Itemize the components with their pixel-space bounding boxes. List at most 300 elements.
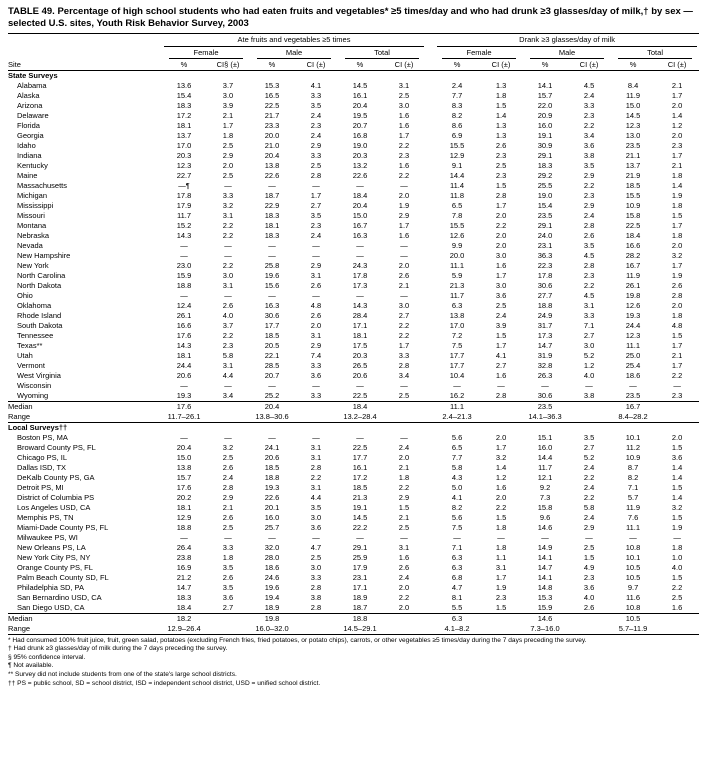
ci-value: 2.6 bbox=[398, 562, 410, 572]
percent-value: 22.5 bbox=[352, 442, 368, 452]
ci-value: 2.2 bbox=[398, 170, 410, 180]
ci-value: 2.9 bbox=[310, 340, 322, 350]
percent-value: 23.5 bbox=[625, 390, 641, 400]
percent-value: 15.8 bbox=[537, 502, 553, 512]
site-name: Miami-Dade County PS, FL bbox=[17, 522, 109, 532]
percent-value: 20.7 bbox=[352, 120, 368, 130]
percent-value: 22.6 bbox=[264, 492, 280, 502]
percent-value: 6.3 bbox=[451, 562, 463, 572]
percent-value: 17.7 bbox=[449, 360, 465, 370]
ci-value: 1.8 bbox=[222, 130, 234, 140]
site-name: New Orleans PS, LA bbox=[17, 542, 86, 552]
percent-value: — bbox=[356, 250, 364, 260]
ci-value: 2.8 bbox=[310, 170, 322, 180]
ci-header: CI (±) bbox=[655, 59, 699, 71]
percent-value: 15.4 bbox=[537, 200, 553, 210]
percent-value: 14.5 bbox=[352, 512, 368, 522]
pct-header: % bbox=[250, 59, 294, 71]
ci-value: 1.6 bbox=[671, 602, 683, 612]
ci-value: — bbox=[497, 532, 505, 542]
table-row bbox=[8, 433, 699, 443]
ci-value: 3.8 bbox=[583, 390, 595, 400]
section-row bbox=[8, 70, 699, 81]
percent-value: 21.0 bbox=[264, 140, 280, 150]
site-name: Broward County PS, FL bbox=[17, 442, 96, 452]
percent-value: 14.1 bbox=[537, 552, 553, 562]
percent-value: 8.3 bbox=[451, 100, 463, 110]
table-row bbox=[8, 381, 699, 391]
section-label: Local Surveys†† bbox=[8, 422, 699, 433]
ci-value: 2.8 bbox=[495, 390, 507, 400]
percent-value: 11.8 bbox=[450, 190, 465, 200]
ci-value: 1.6 bbox=[398, 120, 410, 130]
ci-value: — bbox=[400, 290, 408, 300]
percent-value: 18.6 bbox=[264, 562, 280, 572]
ci-value: 1.4 bbox=[671, 492, 683, 502]
percent-value: 13.7 bbox=[176, 130, 192, 140]
ci-value: 2.0 bbox=[222, 160, 234, 170]
table-row bbox=[8, 101, 699, 111]
site-name: Alaska bbox=[17, 90, 40, 100]
percent-value: 26.5 bbox=[352, 360, 368, 370]
percent-value: 18.8 bbox=[264, 472, 280, 482]
percent-value: 12.6 bbox=[625, 300, 641, 310]
table-row bbox=[8, 503, 699, 513]
ci-header: CI (±) bbox=[294, 59, 338, 71]
percent-value: 5.6 bbox=[451, 512, 463, 522]
empty-cell bbox=[567, 401, 611, 412]
empty-cell bbox=[206, 412, 250, 423]
percent-value: 18.7 bbox=[264, 190, 280, 200]
site-name: San Diego USD, CA bbox=[17, 602, 85, 612]
percent-value: 20.0 bbox=[264, 130, 280, 140]
percent-value: 23.1 bbox=[537, 240, 553, 250]
ci-value: 1.8 bbox=[671, 170, 683, 180]
percent-value: 26.4 bbox=[176, 542, 192, 552]
percent-value: 14.7 bbox=[537, 562, 553, 572]
empty-cell bbox=[206, 624, 250, 635]
ci-value: 5.8 bbox=[222, 350, 234, 360]
summary-label: Median bbox=[8, 401, 162, 412]
ci-value: 2.6 bbox=[222, 300, 234, 310]
table-row bbox=[8, 171, 699, 181]
site-name: Idaho bbox=[17, 140, 36, 150]
percent-value: 14.4 bbox=[449, 170, 465, 180]
empty-cell bbox=[567, 613, 611, 624]
column-gap bbox=[426, 391, 435, 402]
ci-value: 2.0 bbox=[398, 190, 410, 200]
ci-value: 2.8 bbox=[495, 190, 507, 200]
percent-value: 14.7 bbox=[537, 340, 553, 350]
ci-value: 2.4 bbox=[583, 512, 595, 522]
percent-value: 15.5 bbox=[449, 220, 465, 230]
percent-value: 30.9 bbox=[537, 140, 553, 150]
percent-value: 15.0 bbox=[176, 452, 192, 462]
percent-value: 18.9 bbox=[352, 592, 368, 602]
empty-cell bbox=[479, 412, 523, 423]
percent-value: 7.7 bbox=[451, 90, 463, 100]
ci-value: 1.3 bbox=[495, 120, 507, 130]
percent-value: 19.3 bbox=[264, 482, 280, 492]
ci-value: 3.0 bbox=[495, 280, 507, 290]
ci-value: 1.3 bbox=[495, 80, 507, 90]
ci-value: 3.3 bbox=[583, 100, 595, 110]
ci-value: 2.0 bbox=[398, 452, 410, 462]
percent-value: 26.1 bbox=[625, 280, 641, 290]
ci-value: 1.6 bbox=[398, 552, 410, 562]
column-gap bbox=[426, 463, 435, 473]
percent-value: 24.4 bbox=[625, 320, 641, 330]
percent-value: 18.5 bbox=[264, 330, 280, 340]
ci-value: 2.2 bbox=[222, 330, 234, 340]
summary-label: Range bbox=[8, 411, 31, 421]
site-name: Florida bbox=[17, 120, 40, 130]
section-label: State Surveys bbox=[8, 70, 699, 81]
percent-value: 15.4 bbox=[176, 90, 192, 100]
ci-value: 3.4 bbox=[583, 130, 595, 140]
percent-value: 16.2 bbox=[449, 390, 465, 400]
percent-value: 20.5 bbox=[264, 340, 280, 350]
ci-value: 2.0 bbox=[495, 230, 507, 240]
ci-value: 3.8 bbox=[583, 150, 595, 160]
ci-value: 2.2 bbox=[583, 280, 595, 290]
percent-value: — bbox=[268, 432, 276, 442]
ci-value: 1.4 bbox=[671, 472, 683, 482]
percent-value: 32.0 bbox=[264, 542, 280, 552]
column-gap bbox=[426, 341, 435, 351]
ci-value: 2.3 bbox=[495, 150, 507, 160]
ci-value: 2.1 bbox=[671, 350, 683, 360]
percent-value: 16.3 bbox=[352, 230, 368, 240]
summary-value: 17.6 bbox=[162, 401, 206, 412]
ci-value: 3.6 bbox=[310, 370, 322, 380]
percent-value: 23.1 bbox=[352, 572, 368, 582]
sex-header-male: Male bbox=[257, 47, 331, 59]
percent-value: 18.1 bbox=[352, 330, 368, 340]
site-name: San Bernardino USD, CA bbox=[17, 592, 102, 602]
ci-value: 3.1 bbox=[310, 482, 322, 492]
column-gap bbox=[426, 371, 435, 381]
ci-value: 2.4 bbox=[583, 482, 595, 492]
ci-value: 2.9 bbox=[310, 260, 322, 270]
table-row bbox=[8, 91, 699, 101]
percent-value: 21.7 bbox=[264, 110, 280, 120]
ci-value: 2.5 bbox=[222, 452, 234, 462]
ci-value: — bbox=[400, 532, 408, 542]
percent-value: 9.9 bbox=[451, 240, 463, 250]
percent-value: 14.6 bbox=[537, 522, 553, 532]
ci-value: 1.5 bbox=[671, 572, 683, 582]
percent-value: 29.2 bbox=[537, 170, 553, 180]
ci-value: 2.5 bbox=[222, 170, 234, 180]
percent-value: — bbox=[541, 380, 549, 390]
percent-value: 13.7 bbox=[625, 160, 641, 170]
column-gap bbox=[426, 613, 435, 624]
ci-value: 1.9 bbox=[671, 190, 683, 200]
ci-value: 3.3 bbox=[310, 360, 322, 370]
ci-value: 1.7 bbox=[398, 130, 410, 140]
summary-value: 2.4–21.3 bbox=[442, 411, 472, 421]
ci-value: 3.3 bbox=[310, 390, 322, 400]
ci-value: 3.1 bbox=[398, 542, 410, 552]
percent-value: 30.6 bbox=[264, 310, 280, 320]
percent-value: 16.3 bbox=[264, 300, 280, 310]
percent-value: 7.5 bbox=[451, 340, 463, 350]
ci-value: 2.6 bbox=[398, 270, 410, 280]
ci-value: 2.5 bbox=[671, 592, 683, 602]
percent-value: 10.5 bbox=[625, 562, 641, 572]
ci-value: — bbox=[224, 240, 232, 250]
percent-value: 10.4 bbox=[449, 370, 465, 380]
ci-value: 1.6 bbox=[398, 110, 410, 120]
percent-value: 18.5 bbox=[352, 482, 368, 492]
table-row bbox=[8, 371, 699, 381]
percent-value: 5.6 bbox=[451, 432, 463, 442]
percent-value: 14.5 bbox=[625, 110, 641, 120]
percent-value: 15.9 bbox=[537, 602, 553, 612]
percent-value: 21.3 bbox=[352, 492, 368, 502]
table-row bbox=[8, 261, 699, 271]
percent-value: 19.6 bbox=[264, 270, 280, 280]
summary-value: 13.8–30.6 bbox=[255, 411, 289, 421]
column-gap bbox=[426, 261, 435, 271]
percent-value: 18.1 bbox=[176, 120, 192, 130]
percent-value: 19.3 bbox=[625, 310, 641, 320]
site-name: Dallas ISD, TX bbox=[17, 462, 67, 472]
percent-value: 18.3 bbox=[264, 230, 280, 240]
percent-value: 23.5 bbox=[537, 210, 553, 220]
percent-value: 15.0 bbox=[625, 100, 641, 110]
site-name: Delaware bbox=[17, 110, 49, 120]
ci-value: — bbox=[312, 250, 320, 260]
percent-value: 9.6 bbox=[539, 512, 551, 522]
percent-value: — bbox=[180, 240, 188, 250]
ci-value: 5.8 bbox=[583, 502, 595, 512]
ci-value: 2.5 bbox=[495, 300, 507, 310]
ci-value: 2.3 bbox=[671, 390, 683, 400]
ci-value: 2.5 bbox=[310, 552, 322, 562]
table-body bbox=[8, 70, 699, 634]
percent-value: — bbox=[356, 240, 364, 250]
percent-value: 20.0 bbox=[449, 250, 465, 260]
summary-value: 11.1 bbox=[435, 401, 479, 412]
percent-value: 19.1 bbox=[352, 502, 368, 512]
column-gap bbox=[426, 211, 435, 221]
ci-value: 3.0 bbox=[222, 270, 234, 280]
table-row bbox=[8, 131, 699, 141]
ci-value: 1.2 bbox=[671, 120, 683, 130]
ci-value: 3.6 bbox=[583, 582, 595, 592]
percent-value: 18.5 bbox=[264, 462, 280, 472]
ci-value: 2.6 bbox=[222, 572, 234, 582]
ci-value: 1.5 bbox=[583, 552, 595, 562]
site-name: DeKalb County PS, GA bbox=[17, 472, 95, 482]
ci-value: 1.2 bbox=[495, 472, 507, 482]
column-header-row bbox=[8, 59, 699, 71]
percent-value: 20.3 bbox=[352, 150, 368, 160]
column-gap bbox=[426, 513, 435, 523]
column-gap bbox=[426, 271, 435, 281]
ci-value: 2.2 bbox=[495, 220, 507, 230]
percent-value: — bbox=[268, 380, 276, 390]
summary-value: 16.0–32.0 bbox=[255, 623, 289, 633]
percent-value: 11.7 bbox=[176, 210, 192, 220]
column-gap bbox=[426, 331, 435, 341]
percent-value: 11.9 bbox=[626, 270, 641, 280]
ci-value: — bbox=[312, 240, 320, 250]
percent-value: 14.1 bbox=[537, 572, 553, 582]
percent-value: 23.5 bbox=[625, 140, 641, 150]
percent-value: 9.7 bbox=[627, 582, 639, 592]
summary-value: 13.2–28.4 bbox=[343, 411, 377, 421]
ci-value: — bbox=[312, 432, 320, 442]
percent-value: 21.9 bbox=[625, 170, 641, 180]
summary-value: 14.6 bbox=[523, 613, 567, 624]
site-name: New York City PS, NY bbox=[17, 552, 91, 562]
percent-value: 27.7 bbox=[537, 290, 553, 300]
table-row bbox=[8, 513, 699, 523]
ci-value: — bbox=[224, 532, 232, 542]
site-name: Nebraska bbox=[17, 230, 50, 240]
column-gap bbox=[426, 361, 435, 371]
empty-cell bbox=[294, 613, 338, 624]
ci-value: 2.5 bbox=[583, 542, 595, 552]
percent-value: — bbox=[629, 532, 637, 542]
ci-value: 2.0 bbox=[495, 432, 507, 442]
ci-value: — bbox=[497, 380, 505, 390]
ci-value: 2.2 bbox=[222, 230, 234, 240]
percent-value: 11.7 bbox=[538, 462, 553, 472]
percent-value: 20.4 bbox=[352, 200, 368, 210]
ci-value: 3.1 bbox=[222, 210, 234, 220]
percent-value: 18.3 bbox=[537, 160, 553, 170]
column-gap bbox=[426, 221, 435, 231]
percent-value: 17.6 bbox=[176, 482, 192, 492]
table-row bbox=[8, 331, 699, 341]
column-gap bbox=[426, 181, 435, 191]
column-gap bbox=[426, 543, 435, 553]
column-gap bbox=[426, 81, 435, 91]
ci-value: 4.8 bbox=[671, 320, 683, 330]
ci-value: 1.8 bbox=[495, 542, 507, 552]
percent-value: 23.3 bbox=[264, 120, 280, 130]
ci-value: 3.9 bbox=[495, 320, 507, 330]
percent-value: — bbox=[268, 290, 276, 300]
percent-value: 12.3 bbox=[625, 120, 641, 130]
ci-value: 3.3 bbox=[398, 350, 410, 360]
site-name: Georgia bbox=[17, 130, 44, 140]
ci-value: 2.8 bbox=[222, 482, 234, 492]
percent-value: 5.7 bbox=[627, 492, 639, 502]
percent-value: 17.8 bbox=[537, 270, 553, 280]
column-gap bbox=[426, 473, 435, 483]
column-gap bbox=[426, 241, 435, 251]
ci-value: 2.4 bbox=[583, 90, 595, 100]
ci-value: 2.9 bbox=[583, 170, 595, 180]
ci-value: 2.2 bbox=[583, 492, 595, 502]
ci-value: 3.1 bbox=[398, 80, 410, 90]
percent-value: — bbox=[629, 380, 637, 390]
ci-value: 2.3 bbox=[671, 140, 683, 150]
percent-value: 11.4 bbox=[450, 180, 465, 190]
percent-value: 7.3 bbox=[539, 492, 551, 502]
percent-value: 16.6 bbox=[625, 240, 641, 250]
percent-value: 20.4 bbox=[264, 150, 280, 160]
percent-value: 17.6 bbox=[176, 330, 192, 340]
summary-value: 18.4 bbox=[338, 401, 382, 412]
percent-value: 11.9 bbox=[626, 502, 641, 512]
ci-value: 3.1 bbox=[310, 442, 322, 452]
percent-value: 18.1 bbox=[264, 220, 280, 230]
ci-value: 3.0 bbox=[583, 340, 595, 350]
percent-value: 12.3 bbox=[176, 160, 192, 170]
percent-value: 20.3 bbox=[352, 350, 368, 360]
table-row bbox=[8, 523, 699, 533]
percent-value: 30.6 bbox=[537, 280, 553, 290]
percent-value: 14.3 bbox=[176, 340, 192, 350]
percent-value: 22.6 bbox=[352, 170, 368, 180]
ci-value: 1.8 bbox=[671, 542, 683, 552]
ci-value: — bbox=[224, 180, 232, 190]
empty-cell bbox=[479, 624, 523, 635]
empty-cell bbox=[655, 613, 699, 624]
percent-value: 28.2 bbox=[625, 250, 641, 260]
ci-value: 1.7 bbox=[671, 90, 683, 100]
ci-value: 1.8 bbox=[671, 230, 683, 240]
percent-value: 17.8 bbox=[352, 270, 368, 280]
ci-value: 1.4 bbox=[671, 180, 683, 190]
percent-value: — bbox=[268, 180, 276, 190]
table-row bbox=[8, 121, 699, 131]
column-gap bbox=[426, 443, 435, 453]
site-header-spacer bbox=[8, 33, 162, 47]
site-name: Orange County PS, FL bbox=[17, 562, 93, 572]
percent-value: — bbox=[453, 380, 461, 390]
percent-value: 25.9 bbox=[352, 552, 368, 562]
ci-value: 3.3 bbox=[310, 150, 322, 160]
ci-value: 1.5 bbox=[671, 442, 683, 452]
ci-value: — bbox=[400, 380, 408, 390]
ci-value: 3.4 bbox=[398, 370, 410, 380]
percent-value: 20.6 bbox=[264, 452, 280, 462]
column-gap bbox=[426, 91, 435, 101]
ci-value: 3.3 bbox=[222, 542, 234, 552]
pct-header: % bbox=[162, 59, 206, 71]
ci-value: 2.2 bbox=[583, 472, 595, 482]
table-title: TABLE 49. Percentage of high school students who had eaten fruits and vegetables* ≥5 times/day and who had drunk ≥3 glasses/day of milk,† by sex — selected U.S. sites, Youth Risk Behavior Survey, 2003 bbox=[8, 6, 693, 29]
percent-value: 6.3 bbox=[451, 300, 463, 310]
table-row bbox=[8, 271, 699, 281]
ci-value: 2.0 bbox=[398, 602, 410, 612]
ci-value: 2.0 bbox=[671, 240, 683, 250]
ci-value: 2.2 bbox=[671, 370, 683, 380]
column-gap bbox=[426, 231, 435, 241]
ci-value: 4.0 bbox=[671, 562, 683, 572]
percent-value: 28.4 bbox=[352, 310, 368, 320]
percent-value: — bbox=[356, 180, 364, 190]
site-name: North Carolina bbox=[17, 270, 66, 280]
percent-value: 10.9 bbox=[625, 452, 641, 462]
percent-value: 10.8 bbox=[625, 602, 641, 612]
percent-value: — bbox=[356, 432, 364, 442]
percent-value: 17.8 bbox=[176, 190, 192, 200]
percent-value: 19.0 bbox=[537, 190, 553, 200]
ci-value: — bbox=[400, 432, 408, 442]
percent-value: 22.2 bbox=[352, 522, 368, 532]
ci-value: 2.6 bbox=[222, 512, 234, 522]
ci-value: 4.0 bbox=[583, 370, 595, 380]
column-gap bbox=[426, 603, 435, 614]
